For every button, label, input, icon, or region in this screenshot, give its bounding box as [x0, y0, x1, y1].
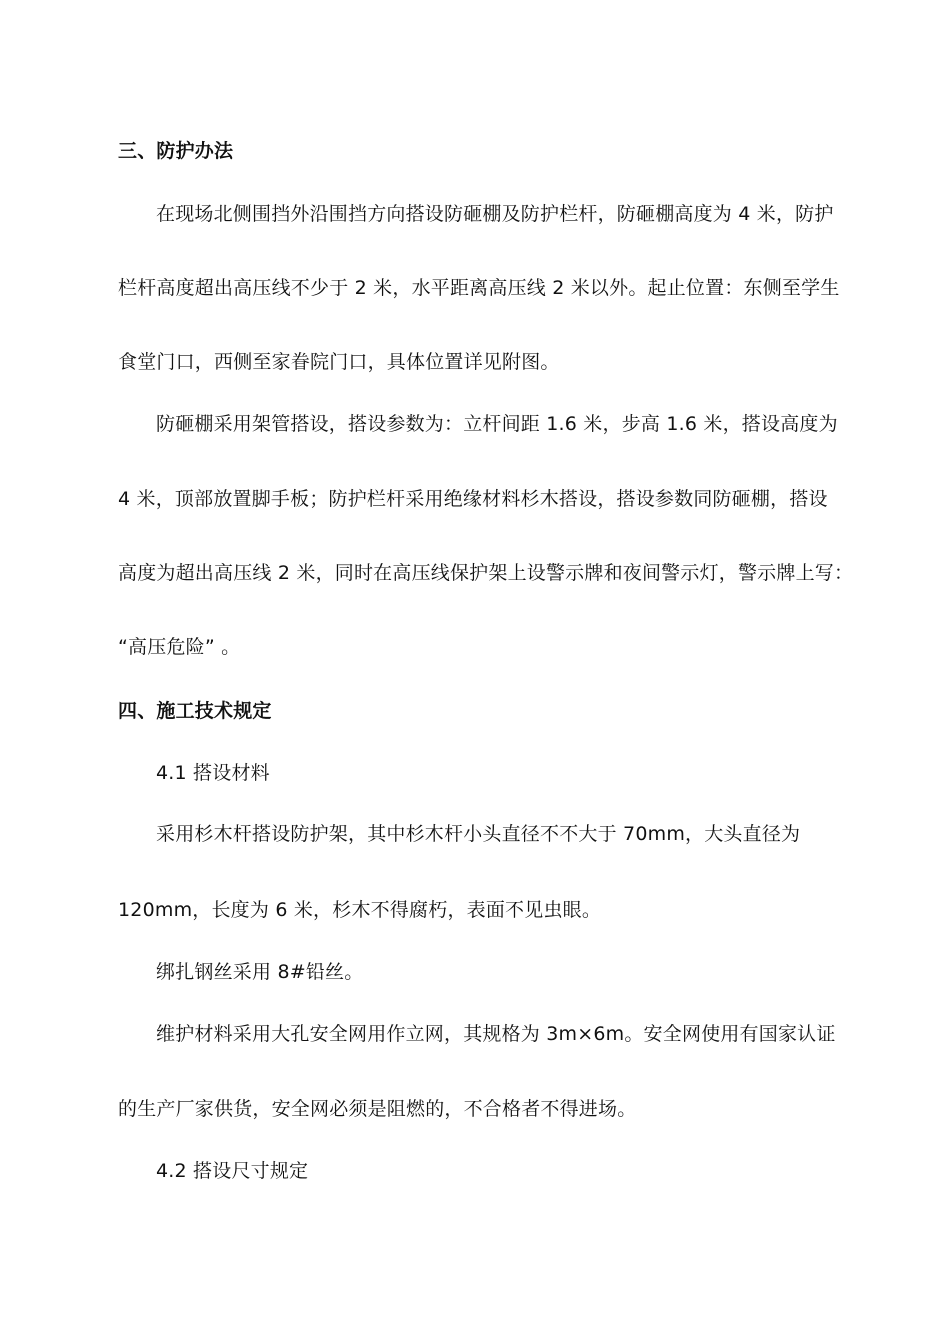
paragraph-line: “高压危险” 。 [118, 636, 241, 658]
paragraph-line: 在现场北侧围挡外沿围挡方向搭设防砸棚及防护栏杆，防砸棚高度为 4 米，防护 [156, 203, 834, 225]
paragraph-line: 食堂门口，西侧至家眷院门口，具体位置详见附图。 [118, 351, 560, 373]
section-heading-protection-methods: 三、防护办法 [118, 140, 234, 162]
paragraph-line: 防砸棚采用架管搭设，搭设参数为：立杆间距 1.6 米，步高 1.6 米，搭设高度为 [156, 413, 838, 435]
section-heading-construction-rules: 四、施工技术规定 [118, 700, 272, 722]
paragraph-line: 高度为超出高压线 2 米，同时在高压线保护架上设警示牌和夜间警示灯，警示牌上写： [118, 562, 854, 584]
paragraph-line: 4 米，顶部放置脚手板；防护栏杆采用绝缘材料杉木搭设，搭设参数同防砸棚，搭设 [118, 488, 828, 510]
subsection-heading-dimensions: 4.2 搭设尺寸规定 [156, 1160, 309, 1182]
paragraph-line: 维护材料采用大孔安全网用作立网，其规格为 3m×6m。安全网使用有国家认证 [156, 1023, 836, 1045]
paragraph-line: 的生产厂家供货，安全网必须是阻燃的，不合格者不得进场。 [118, 1098, 637, 1120]
paragraph-line: 绑扎钢丝采用 8#铅丝。 [156, 961, 364, 983]
paragraph-line: 采用杉木杆搭设防护架，其中杉木杆小头直径不不大于 70mm，大头直径为 [156, 823, 801, 845]
subsection-heading-materials: 4.1 搭设材料 [156, 762, 270, 784]
paragraph-line: 栏杆高度超出高压线不少于 2 米，水平距离高压线 2 米以外。起止位置：东侧至学生 [118, 277, 840, 299]
paragraph-line: 120mm，长度为 6 米，杉木不得腐朽，表面不见虫眼。 [118, 899, 602, 921]
